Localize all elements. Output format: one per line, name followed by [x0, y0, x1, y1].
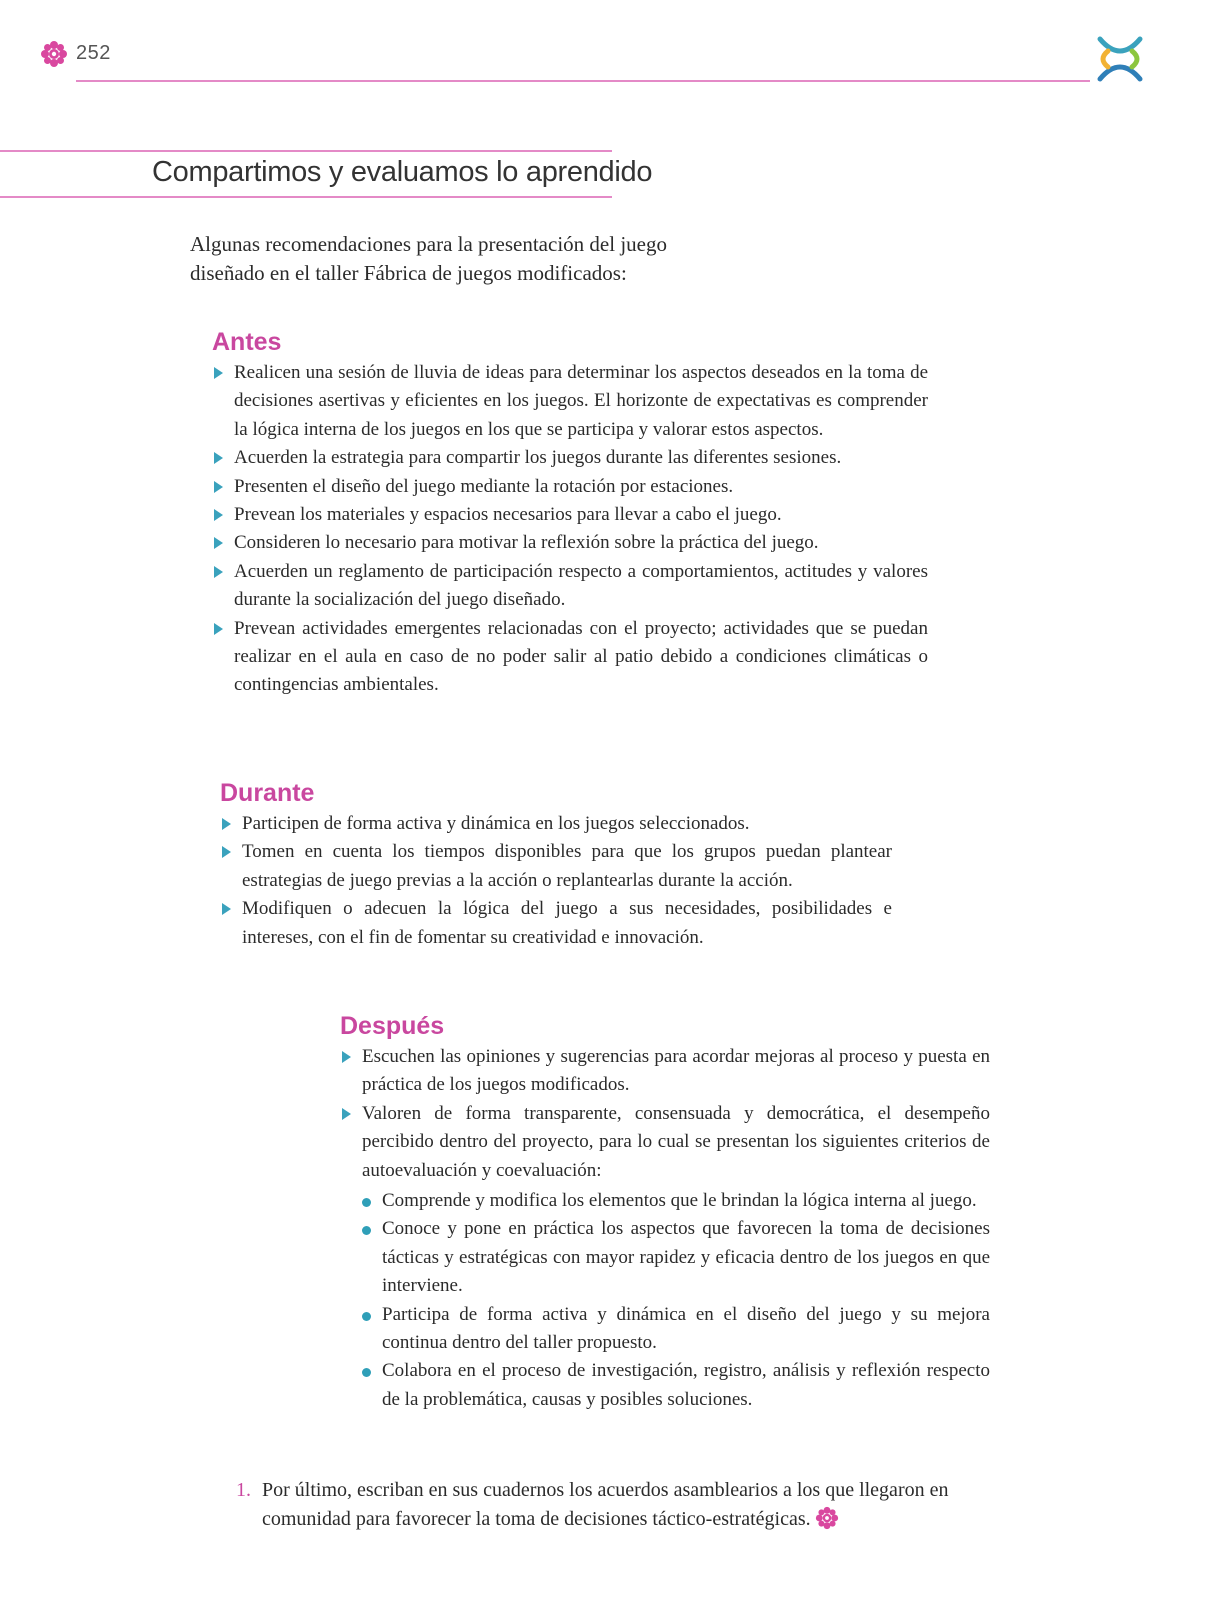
list-item [212, 444, 928, 472]
triangle-bullet-icon [222, 846, 231, 858]
list-item [212, 473, 928, 501]
list-item-text: Prevean los materiales y espacios necesarios para llevar a cabo el juego. [234, 504, 782, 526]
program-logo-icon [1094, 33, 1146, 85]
list-item-text: Escuchen las opiniones y sugerencias para acordar mejoras al proceso y puesta en práctica de los juegos modificados. [362, 1046, 990, 1096]
list-item [340, 1043, 990, 1100]
despues-heading: Después [340, 1012, 445, 1040]
list-item [212, 529, 928, 557]
intro-paragraph [190, 230, 730, 288]
list-item [220, 838, 892, 895]
durante-list [220, 810, 892, 952]
antes-list [212, 359, 928, 700]
criteria-text: Conoce y pone en práctica los aspectos que favorecen la toma de decisiones tácticas y estratégicas con mayor rapidez y eficacia dentro de los juegos en que interviene. [382, 1218, 990, 1297]
list-item-text: Prevean actividades emergentes relacionadas con el proyecto; actividades que se puedan realizar en el aula en caso de no poder salir al patio debido a condiciones climáticas o contingencias ambientales. [234, 617, 928, 696]
triangle-bullet-icon [214, 623, 223, 635]
list-item-text: Participen de forma activa y dinámica en los juegos seleccionados. [242, 813, 750, 834]
criteria-item [362, 1215, 990, 1300]
antes-block [212, 328, 928, 700]
section-rule-bottom [0, 196, 612, 198]
triangle-bullet-icon [214, 481, 223, 493]
section-rule-top [0, 150, 612, 152]
criteria-item [362, 1357, 990, 1414]
criteria-item [362, 1301, 990, 1358]
page-number: 252 [76, 42, 111, 64]
triangle-bullet-icon [214, 566, 223, 578]
triangle-bullet-icon [214, 452, 223, 464]
triangle-bullet-icon [342, 1051, 351, 1063]
triangle-bullet-icon [222, 903, 231, 915]
activity-text-wrapper [262, 1476, 976, 1534]
list-item [212, 615, 928, 700]
triangle-bullet-icon [214, 509, 223, 521]
antes-heading: Antes [212, 328, 282, 356]
flower-ornament-icon [40, 40, 68, 68]
list-item-text: Tomen en cuenta los tiempos disponibles para que los grupos puedan plantear estrategias de juego previas a la acción o replantearlas durante la acción. [242, 841, 892, 891]
triangle-bullet-icon [222, 818, 231, 830]
section-title: Compartimos y evaluamos lo aprendido [152, 156, 653, 188]
criteria-item [362, 1187, 990, 1215]
durante-heading: Durante [220, 779, 315, 807]
durante-block [220, 779, 892, 952]
dot-bullet-icon [362, 1198, 371, 1207]
list-item-text: Modifiquen o adecuen la lógica del juego a sus necesidades, posibilidades e intereses, con el fin de fomentar su creatividad e innovación. [242, 898, 892, 948]
dot-bullet-icon [362, 1368, 371, 1377]
list-item-text: Acuerden un reglamento de participación respecto a comportamientos, actitudes y valores durante la socialización del juego diseñado. [234, 560, 928, 611]
list-item [220, 895, 892, 952]
dot-bullet-icon [362, 1312, 371, 1321]
activity-text: Por último, escriban en sus cuadernos los acuerdos asamblearios a los que llegaron en comunidad para favorecer la toma de decisiones táctico-estratégicas. [262, 1479, 949, 1530]
criteria-text: Colabora en el proceso de investigación, registro, análisis y reflexión respecto de la problemática, causas y posibles soluciones. [382, 1360, 990, 1410]
list-item [212, 501, 928, 529]
triangle-bullet-icon [342, 1108, 351, 1120]
list-item-text: Realicen una sesión de lluvia de ideas para determinar los aspectos deseados en la toma de decisiones asertivas y eficientes en los juegos. El horizonte de expectativas es comprender la lógica interna de los juegos en los que se participa y valorar estos aspectos. [234, 362, 928, 440]
list-item-text: Presenten el diseño del juego mediante la rotación por estaciones. [234, 475, 734, 497]
criteria-text: Participa de forma activa y dinámica en el diseño del juego y su mejora continua dentro del taller propuesto. [382, 1303, 990, 1354]
triangle-bullet-icon [214, 537, 223, 549]
activity-number: 1. [236, 1479, 251, 1501]
page-header [0, 0, 1214, 100]
header-rule [76, 80, 1090, 82]
list-item-text: Acuerden la estrategia para compartir los juegos durante las diferentes sesiones. [234, 447, 842, 469]
triangle-bullet-icon [214, 367, 223, 379]
dot-bullet-icon [362, 1226, 371, 1235]
criteria-list [362, 1187, 990, 1414]
criteria-text: Comprende y modifica los elementos que le brindan la lógica interna al juego. [382, 1190, 977, 1212]
list-item-text: Consideren lo necesario para motivar la reflexión sobre la práctica del juego. [234, 532, 819, 554]
list-item [220, 810, 892, 838]
list-item [340, 1100, 990, 1414]
intro-line-1: Algunas recomendaciones para la presentación del juego [190, 232, 667, 256]
final-activity [236, 1476, 976, 1534]
list-item-text: Valoren de forma transparente, consensuada y democrática, el desempeño percibido dentro del proyecto, para lo cual se presentan los siguientes criterios de autoevaluación y coevaluación: [362, 1102, 990, 1181]
intro-line-2: diseñado en el taller Fábrica de juegos modificados: [190, 261, 627, 285]
flower-ornament-icon [815, 1506, 839, 1530]
despues-block [340, 1012, 990, 1414]
list-item [212, 558, 928, 615]
list-item [212, 359, 928, 444]
despues-list [340, 1043, 990, 1414]
